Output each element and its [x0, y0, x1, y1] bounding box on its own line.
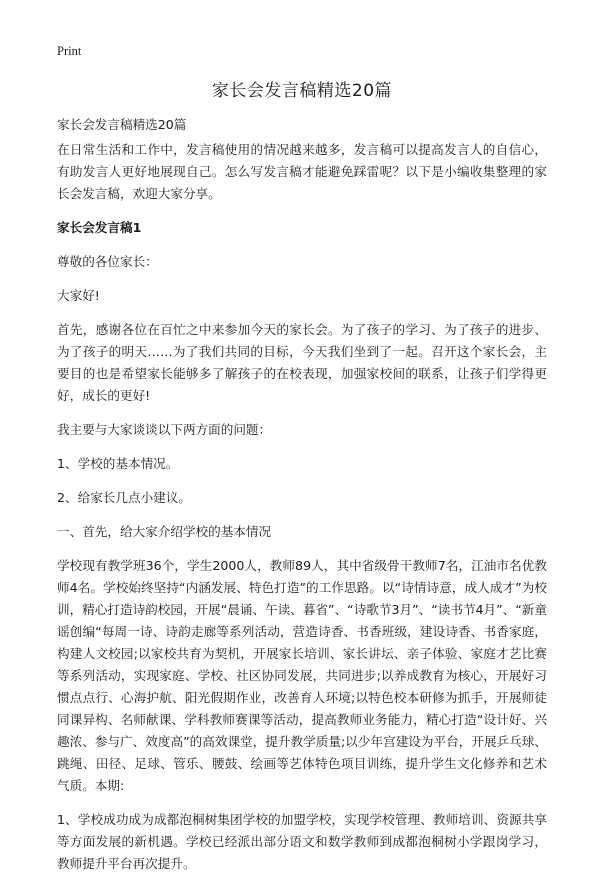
document-subtitle: 家长会发言稿精选20篇	[57, 117, 187, 132]
part-heading-1: 一、首先，给大家介绍学校的基本情况	[57, 524, 272, 539]
body-paragraph-1: 首先，感谢各位在百忙之中来参加今天的家长会。为了孩子的学习、为了孩子的进步、为了孩子的明天……为了我们共同的目标，今天我们坐到了一起。召开这个家长会，主要目的也是希望家长能够多了解孩子的在校表现，加强家校间的联系，让孩子们学得更好，成长的更好!	[57, 322, 547, 403]
body-paragraph-2: 我主要与大家谈谈以下两方面的问题：	[57, 422, 272, 437]
document-body	[57, 80, 547, 887]
list-item-1: 1、学校的基本情况。	[57, 456, 179, 471]
greeting-paragraph: 尊敬的各位家长：	[57, 254, 158, 269]
hello-paragraph: 大家好!	[57, 288, 100, 303]
intro-paragraph: 在日常生活和工作中，发言稿使用的情况越来越多，发言稿可以提高发言人的自信心，有助发言人更好地展现自己。怎么写发言稿才能避免踩雷呢？以下是小编收集整理的家长会发言稿，欢迎大家分享。	[57, 142, 547, 201]
body-paragraph-3: 学校现有教学班36个，学生2000人，教师89人，其中省级骨干教师7名，江油市名优教师4名。学校始终坚持“内涵发展、特色打造”的工作思路。以“诗情诗意，成人成才”为校训，精心打造诗韵校园，开展“晨诵、午读、暮省”、“诗歌节3月”、“读书节4月”、“新童谣创编“每周一诗、诗韵走廊等系列活动，营造诗香、书香班级，建设诗香、书香家庭，构建人文校园;以家校共育为契机，开展家长培训、家长讲坛、亲子体验、家庭才艺比赛等系列活动，实现家庭、学校、社区协同发展，共同进步;以养成教育为核心，开展好习惯点点行、心海护航、阳光假期作业，改善育人环境;以特色校本研修为抓手，开展师徒同课异构、名师献课、学科教师赛课等活动，提高教师业务能力，精心打造“设计好、兴趣浓、参与广、效度高”的高效课堂，提升教学质量;以少年宫建设为平台，开展乒乓球、跳绳、田径、足球、管乐、腰鼓、绘画等艺体特色项目训练，提升学生文化修养和艺术气质。本期:	[57, 558, 547, 793]
print-link[interactable]: Print	[57, 44, 82, 58]
list-item-2: 2、给家长几点小建议。	[57, 490, 191, 505]
page-title: 家长会发言稿精选20篇	[211, 81, 393, 101]
body-paragraph-4: 1、学校成功成为成都泡桐树集团学校的加盟学校，实现学校管理、教师培训、资源共享等方面发展的新机遇。学校已经派出部分语文和数学教师到成都泡桐树小学跟岗学习，教师提升平台再次提升。	[57, 812, 547, 871]
section-heading: 家长会发言稿1	[57, 220, 142, 235]
